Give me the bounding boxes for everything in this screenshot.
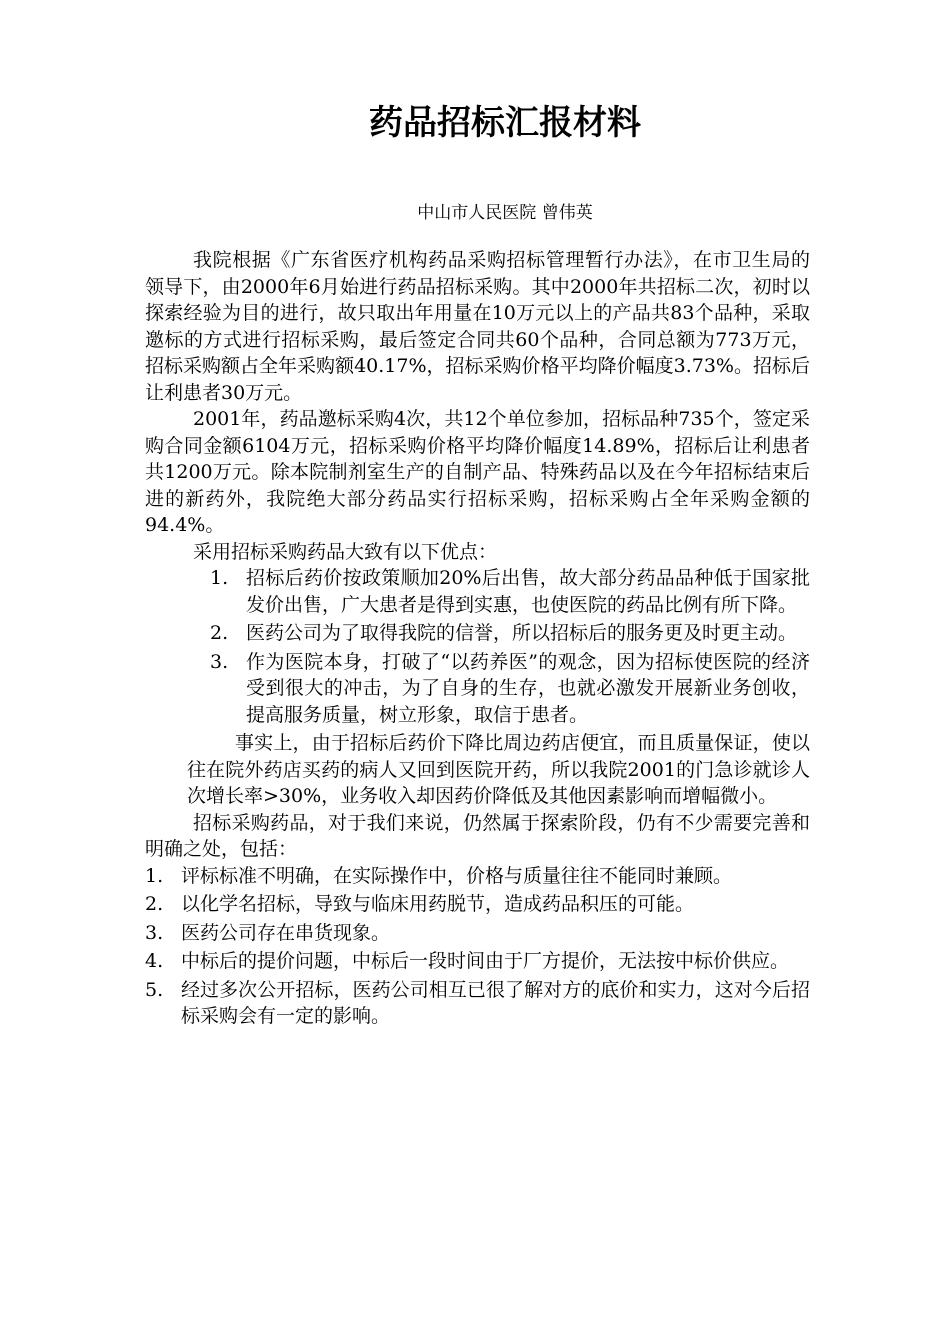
paragraph-2000: 我院根据《广东省医疗机构药品采购招标管理暂行办法》，在市卫生局的领导下，由2000年6月始进行药品招标采购。其中2000年共招标二次，初时以探索经验为目的进行，故只取出年用量在10万元以上的产品共83个品种，采取邀标的方式进行招标采购，最后签定合同共60个品种，合同总额为773万元，招标采购额占全年采购额40.17%，招标采购价格平均降价幅度3.73%。招标后让利患者30万元。 [145,249,810,404]
list-item [210,620,810,647]
list-item-number: 1. [145,864,164,887]
list-item-text: 医药公司存在串货现象。 [181,921,391,944]
list-item [145,948,810,975]
document-author: 中山市人民医院 曾伟英 [417,203,593,223]
list-item-text: 经过多次公开招标，医药公司相互已很了解对方的底价和实力，这对今后招标采购会有一定的影响。 [181,978,810,1027]
paragraph-2001: 2001年，药品邀标采购4次，共12个单位参加，招标品种735个，签定采购合同金额6104万元，招标采购价格平均降价幅度14.89%，招标后让利患者共1200万元。除本院制剂室生产的自制产品、特殊药品以及在今年招标结束后进的新药外，我院绝大部分药品实行招标采购，招标采购占全年采购金额的94.4%。 [145,408,810,536]
list-item-number: 3. [210,650,229,673]
list-item-number: 3. [145,921,164,944]
list-item [145,920,810,947]
list-item-text: 招标后药价按政策顺加20%后出售，故大部分药品品种低于国家批发价出售，广大患者是得到实惠，也使医院的药品比例有所下降。 [246,567,810,616]
advantages-list [145,565,810,728]
list-item [145,977,810,1030]
list-item-number: 2. [145,893,164,915]
list-item-number: 1. [210,567,229,589]
list-item-number: 2. [210,622,229,644]
list-item [145,863,810,890]
issues-intro: 招标采购药品，对于我们来说，仍然属于探索阶段，仍有不少需要完善和明确之处，包括： [145,811,810,860]
document-title: 药品招标汇报材料 [369,103,641,143]
list-item-text: 医药公司为了取得我院的信誉，所以招标后的服务更及时更主动。 [246,622,798,644]
list-item [210,649,810,729]
issues-list [145,863,810,1030]
list-item-number: 4. [145,950,164,972]
list-item-text: 评标标准不明确，在实际操作中，价格与质量往往不能同时兼顾。 [181,864,733,887]
list-item-number: 5. [145,978,164,1001]
list-item-text: 以化学名招标，导致与临床用药脱节，造成药品积压的可能。 [181,893,695,915]
list-item-text: 中标后的提价问题，中标后一段时间由于厂方提价，无法按中标价供应。 [181,950,790,972]
list-item [210,565,810,618]
document-body [145,247,810,1032]
fact-paragraph: 事实上，由于招标后药价下降比周边药店便宜，而且质量保证，使以往在院外药店买药的病人又回到医院开药，所以我院2001的门急诊就诊人次增长率>30%，业务收入却因药价降低及其他因素影响而增幅微小。 [187,732,810,807]
list-item [145,891,810,918]
list-item-text: 作为医院本身，打破了“以药养医”的观念，因为招标使医院的经济受到很大的冲击，为了自身的生存，也就必激发开展新业务创收，提高服务质量，树立形象，取信于患者。 [246,650,810,726]
advantages-intro: 采用招标采购药品大致有以下优点： [193,540,498,563]
